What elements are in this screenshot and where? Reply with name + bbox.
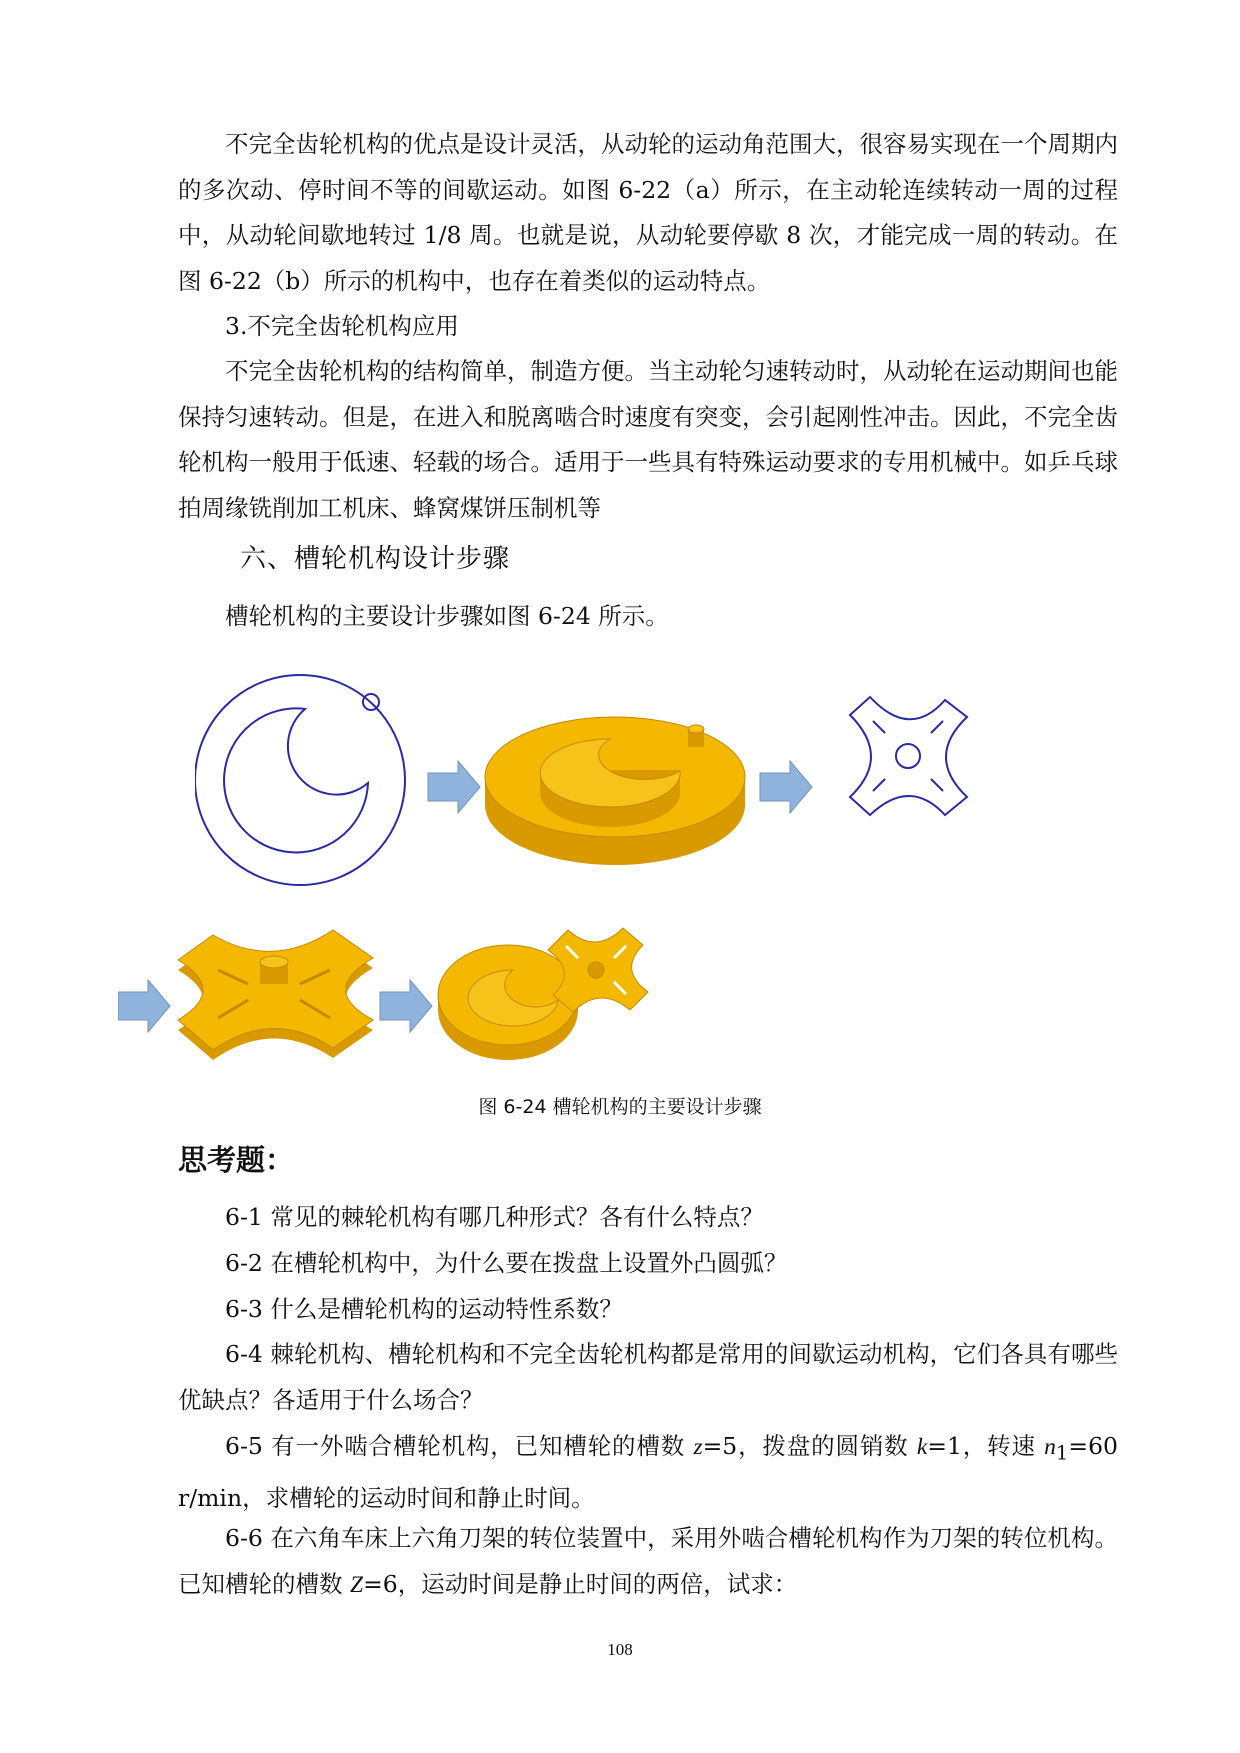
variable-n: n	[1044, 1434, 1056, 1460]
geneva-wheel-outline-drawing	[850, 697, 967, 815]
dial-3d-model	[485, 717, 745, 865]
question-6-6: 6-6 在六角车床上六角刀架的转位装置中，采用外啮合槽轮机构作为刀架的转位机构。已知槽轮的槽数 Z=6，运动时间是静止时间的两倍，试求：	[178, 1524, 1118, 1598]
question-6-4: 6-4 棘轮机构、槽轮机构和不完全齿轮机构都是常用的间歇运动机构，它们各具有哪些优缺点？各适用于什么场合？	[178, 1340, 1118, 1414]
variable-k: k	[916, 1434, 928, 1460]
section-heading: 六、槽轮机构设计步骤	[240, 544, 511, 574]
page-number: 108	[607, 1640, 633, 1659]
figure-caption: 图 6-24 槽轮机构的主要设计步骤	[478, 1096, 762, 1118]
figure-6-24	[195, 665, 995, 895]
section-intro: 槽轮机构的主要设计步骤如图 6-24 所示。	[225, 602, 669, 630]
figure-6-24-row2	[118, 900, 758, 1080]
variable-n-subscript: 1	[1055, 1441, 1069, 1465]
geneva-wheel-3d-model	[178, 930, 373, 1060]
paragraph-incomplete-gear-advantages: 不完全齿轮机构的优点是设计灵活，从动轮的运动角范围大，很容易实现在一个周期内的多次动、停时间不等的间歇运动。如图 6-22（a）所示，在主动轮连续转动一周的过程中，从动轮间歇地转过 1/8 周。也就是说，从动轮要停歇 8 次，才能完成一周的转动。在图 6-22（b）所示的机构中，也存在着类似的运动特点。	[178, 130, 1118, 295]
questions-title: 思考题：	[178, 1143, 295, 1177]
variable-z: z	[693, 1434, 703, 1460]
variable-z-upper: Z	[349, 1571, 364, 1598]
arrow-icon	[380, 980, 432, 1032]
question-6-3: 6-3 什么是槽轮机构的运动特性系数？	[225, 1295, 623, 1323]
geneva-mechanism-assembly	[438, 928, 648, 1060]
paragraph-incomplete-gear-application: 不完全齿轮机构的结构简单，制造方便。当主动轮匀速转动时，从动轮在运动期间也能保持匀速转动。但是，在进入和脱离啮合时速度有突变，会引起刚性冲击。因此，不完全齿轮机构一般用于低速、轻载的场合。适用于一些具有特殊运动要求的专用机械中。如乒乓球拍周缘铣削加工机床、蜂窝煤饼压制机等	[178, 357, 1118, 522]
arrow-icon	[118, 980, 170, 1032]
question-6-5: 6-5 有一外啮合槽轮机构，已知槽轮的槽数 z=5，拨盘的圆销数 k=1，转速 $n_1=60$ r/min，求槽轮的运动时间和静止时间。	[178, 1432, 1118, 1513]
question-6-1: 6-1 常见的棘轮机构有哪几种形式？各有什么特点？	[225, 1203, 764, 1231]
subsection-title: 3.不完全齿轮机构应用	[225, 312, 459, 340]
dial-outline-drawing	[195, 675, 405, 885]
question-6-2: 6-2 在槽轮机构中，为什么要在拨盘上设置外凸圆弧？	[225, 1249, 788, 1277]
arrow-icon	[760, 761, 812, 813]
arrow-icon	[428, 761, 480, 813]
